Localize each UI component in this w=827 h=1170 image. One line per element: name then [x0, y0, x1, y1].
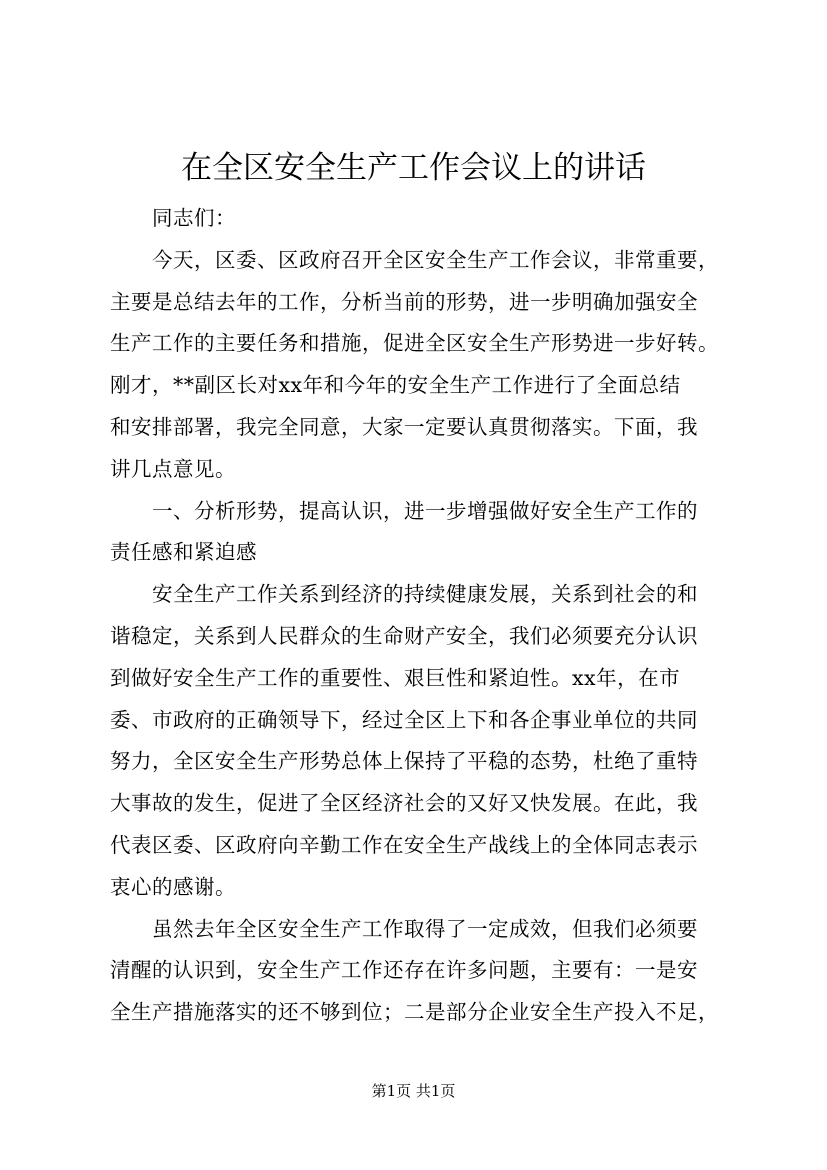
body-text-line: 到做好安全生产工作的重要性、艰巨性和紧迫性。xx年，在市: [110, 665, 681, 690]
body-text-line: 责任感和紧迫感: [110, 540, 257, 565]
body-text-line: 一、分析形势，提高认识，进一步增强做好安全生产工作的: [152, 498, 698, 523]
body-text-line: 刚才，**副区长对xx年和今年的安全生产工作进行了全面总结: [110, 373, 681, 398]
document-body: [110, 198, 730, 1034]
body-text-line: 全生产措施落实的还不够到位；二是部分企业安全生产投入不足，: [110, 1000, 719, 1025]
body-text-line: 和安排部署，我完全同意，大家一定要认真贯彻落实。下面，我: [110, 414, 698, 439]
body-text-line: 安全生产工作关系到经济的持续健康发展，关系到社会的和: [152, 582, 698, 607]
body-text-line: 讲几点意见。: [110, 456, 236, 481]
body-text-line: 虽然去年全区安全生产工作取得了一定成效，但我们必须要: [152, 916, 698, 941]
body-text-line: 委、市政府的正确领导下，经过全区上下和各企事业单位的共同: [110, 707, 698, 732]
body-text-line: 谐稳定，关系到人民群众的生命财产安全，我们必须要充分认识: [110, 623, 698, 648]
body-text-line: 同志们：: [152, 206, 236, 230]
body-text-line: 今天，区委、区政府召开全区安全生产工作会议，非常重要，: [152, 247, 719, 272]
body-text-line: 代表区委、区政府向辛勤工作在安全生产战线上的全体同志表示: [110, 832, 698, 857]
body-text-line: 主要是总结去年的工作，分析当前的形势，进一步明确加强安全: [110, 289, 698, 314]
page-footer: 第1页 共1页: [371, 1082, 456, 1100]
body-text-line: 努力，全区安全生产形势总体上保持了平稳的态势，杜绝了重特: [110, 749, 698, 774]
body-text-line: 衷心的感谢。: [110, 874, 236, 899]
body-text-line: 清醒的认识到，安全生产工作还存在许多问题，主要有：一是安: [110, 958, 698, 983]
body-text-line: 大事故的发生，促进了全区经济社会的又好又快发展。在此，我: [110, 791, 698, 816]
document-title: 在全区安全生产工作会议上的讲话: [181, 150, 646, 186]
body-text-line: 生产工作的主要任务和措施，促进全区安全生产形势进一步好转。: [110, 331, 719, 356]
